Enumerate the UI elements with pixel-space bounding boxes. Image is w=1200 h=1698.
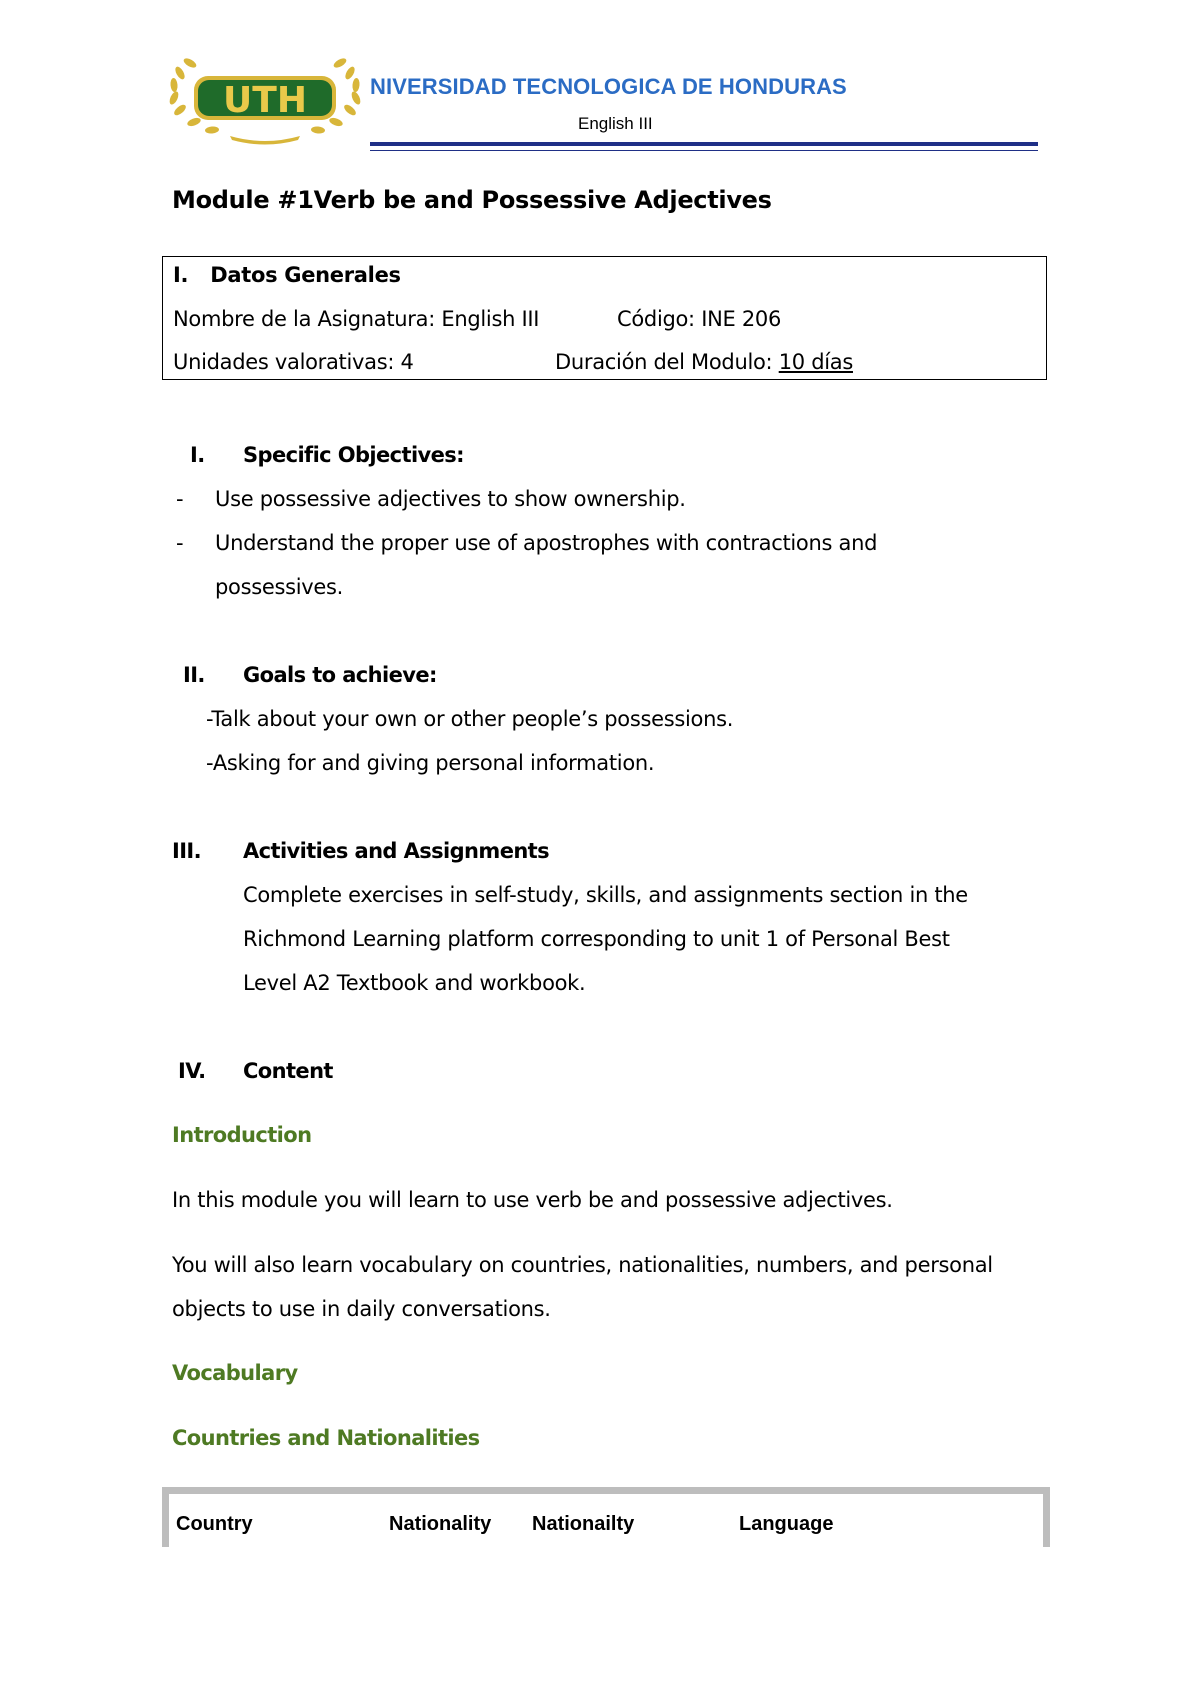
logo-text: UTH [223, 80, 307, 121]
goal-item: -Asking for and giving personal information. [206, 751, 655, 775]
module-title: Module #1Verb be and Possessive Adjectives [172, 186, 772, 214]
introduction-heading: Introduction [172, 1123, 312, 1147]
content-number: IV. [178, 1059, 206, 1083]
objectives-number: I. [190, 443, 205, 467]
table-header-nationality: Nationality [389, 1513, 492, 1535]
university-name: NIVERSIDAD TECNOLOGICA DE HONDURAS [370, 74, 847, 99]
vocabulary-heading: Vocabulary [172, 1361, 298, 1385]
header-rule-thin [370, 150, 1038, 151]
activities-line: Richmond Learning platform corresponding to unit 1 of Personal Best [243, 927, 950, 951]
general-data-box [162, 256, 1047, 380]
activities-heading: Activities and Assignments [243, 839, 550, 863]
goals-number: II. [183, 663, 205, 687]
objective-item: Understand the proper use of apostrophes with contractions and [215, 531, 878, 555]
introduction-paragraph-continued: objects to use in daily conversations. [172, 1297, 551, 1321]
goal-item: -Talk about your own or other people’s possessions. [206, 707, 734, 731]
bullet-dash: - [176, 487, 184, 511]
objective-item: Use possessive adjectives to show ownership. [215, 487, 686, 511]
activities-line: Complete exercises in self-study, skills, and assignments section in the [243, 883, 968, 907]
uth-logo [160, 48, 370, 148]
subject-name: Nombre de la Asignatura: English III [173, 307, 540, 331]
objectives-heading: Specific Objectives: [243, 443, 464, 467]
table-header-country: Country [176, 1513, 253, 1535]
credit-units: Unidades valorativas: 4 [173, 350, 414, 374]
objective-item-continued: possessives. [215, 575, 344, 599]
module-duration [555, 350, 853, 374]
duration-label: Duración del Modulo: [555, 350, 779, 374]
subject-code: Código: INE 206 [617, 307, 782, 331]
general-data-heading [173, 263, 401, 287]
activities-line: Level A2 Textbook and workbook. [243, 971, 586, 995]
introduction-paragraph: You will also learn vocabulary on countries, nationalities, numbers, and personal [172, 1253, 993, 1277]
goals-heading: Goals to achieve: [243, 663, 437, 687]
table-header-language: Language [739, 1513, 834, 1535]
table-header-nationality-2: Nationailty [532, 1513, 635, 1535]
content-heading: Content [243, 1059, 333, 1083]
bullet-dash: - [176, 531, 184, 555]
general-data-number: I. [173, 263, 189, 287]
countries-heading: Countries and Nationalities [172, 1426, 480, 1450]
duration-value: 10 días [778, 350, 853, 374]
activities-number: III. [172, 839, 202, 863]
header-rule-thick [370, 142, 1038, 146]
general-data-title: Datos Generales [210, 263, 401, 287]
introduction-paragraph: In this module you will learn to use verb be and possessive adjectives. [172, 1188, 893, 1212]
course-name: English III [578, 114, 653, 133]
